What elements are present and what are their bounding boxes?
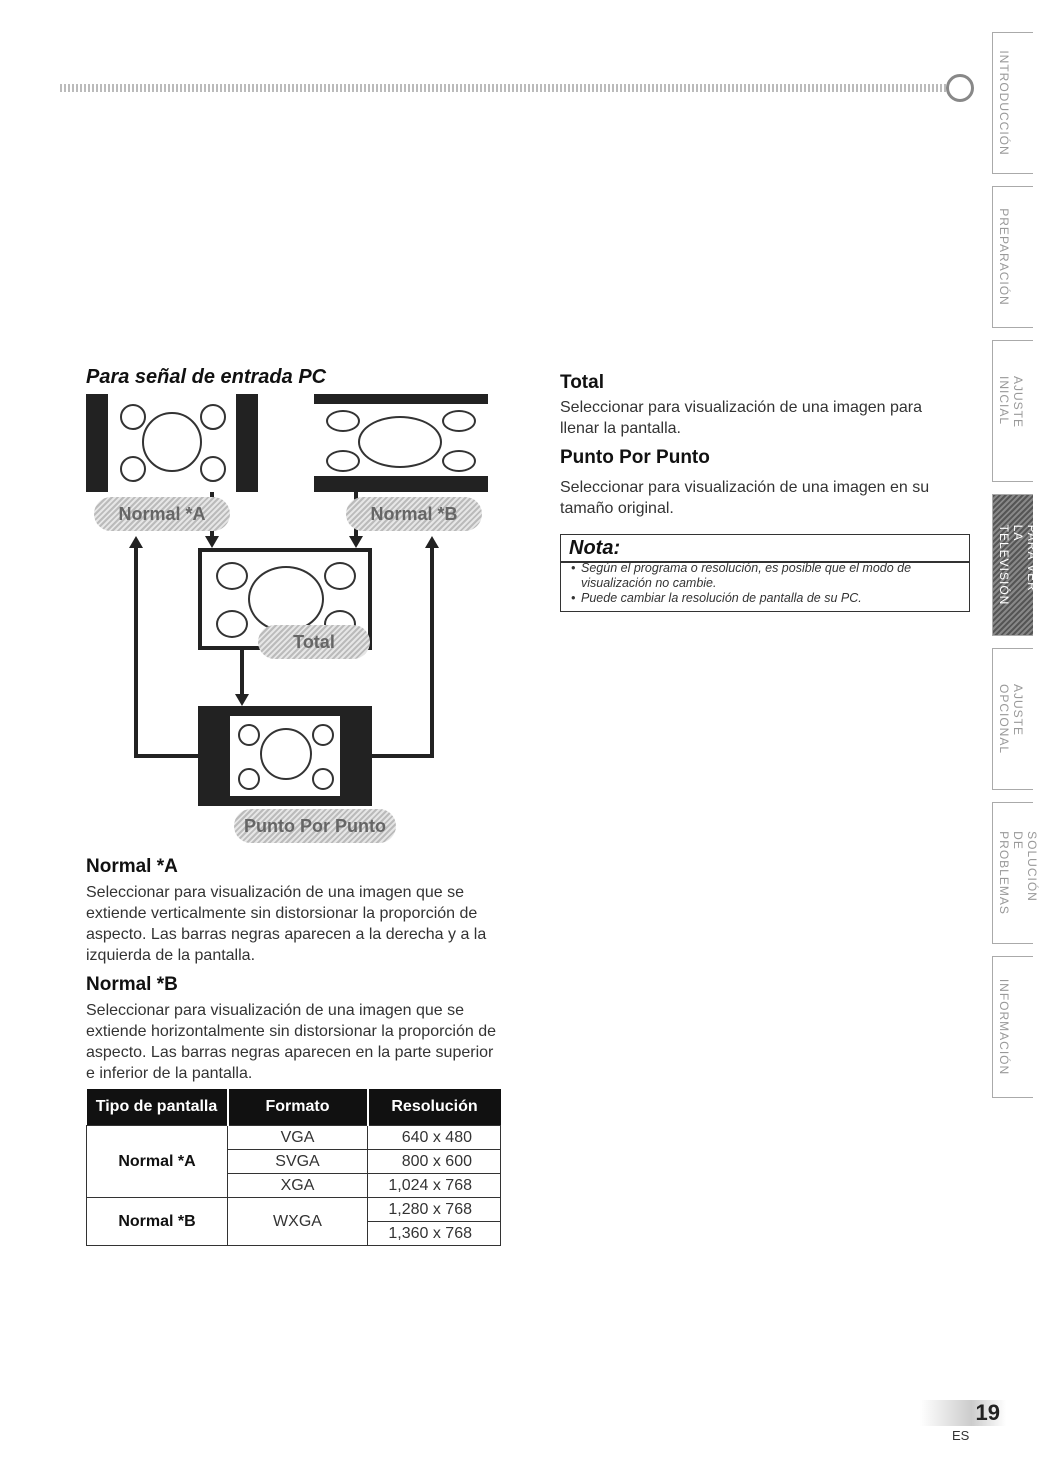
cell-resolution: 1,280 x 768 xyxy=(368,1198,501,1222)
side-tab-ajuste-opcional[interactable]: AJUSTE OPCIONAL xyxy=(992,648,1033,790)
table-row xyxy=(87,1198,501,1222)
cell-resolution: 640 x 480 xyxy=(368,1126,501,1150)
screen-normal-b xyxy=(314,394,488,492)
cell-resolution: 1,360 x 768 xyxy=(368,1222,501,1246)
heading-normal-b: Normal *B xyxy=(86,974,178,995)
table-header-row xyxy=(87,1089,501,1126)
arrow-line xyxy=(240,650,244,694)
text-normal-a: Seleccionar para visualización de una imagen que se extiende verticalmente sin distorsionar la proporción de aspecto. Las barras negras aparecen a la derecha y a la izquierda de la pantalla. xyxy=(86,884,487,964)
col-header-formato: Formato xyxy=(228,1089,368,1126)
screen-normal-a xyxy=(86,394,258,492)
heading-total: Total xyxy=(560,372,604,393)
cell-resolution: 800 x 600 xyxy=(368,1150,501,1174)
text-normal-b: Seleccionar para visualización de una imagen que se extiende horizontalmente sin distorsionar la proporción de aspecto. Las barras negras aparecen en la parte superior e inferior de la pantalla. xyxy=(86,1002,497,1082)
cell-format: VGA xyxy=(228,1126,368,1150)
side-tab-introduccion[interactable]: INTRODUCCIÓN xyxy=(992,32,1033,174)
arrow-down-icon xyxy=(205,536,219,548)
cell-format: WXGA xyxy=(228,1198,368,1246)
nota-item: • Puede cambiar la resolución de pantalla de su PC. xyxy=(581,591,969,606)
arrow-up-icon xyxy=(129,536,143,548)
nota-title: Nota: xyxy=(569,537,621,559)
top-rule xyxy=(60,84,958,92)
side-tab-informacion[interactable]: INFORMACIÓN xyxy=(992,956,1033,1098)
side-tab-ajuste-inicial[interactable]: AJUSTE INICIAL xyxy=(992,340,1033,482)
arrow-line xyxy=(372,754,434,758)
text-total: Seleccionar para visualización de una imagen para llenar la pantalla. xyxy=(560,399,922,437)
nota-box xyxy=(560,534,970,612)
page-number: 19 xyxy=(920,1400,1006,1426)
section-title: Para señal de entrada PC xyxy=(86,366,327,388)
label-punto-por-punto: Punto Por Punto xyxy=(234,809,396,843)
table-row xyxy=(87,1126,501,1150)
cell-resolution: 1,024 x 768 xyxy=(368,1174,501,1198)
cell-format: SVGA xyxy=(228,1150,368,1174)
screen-punto-por-punto xyxy=(198,706,372,806)
label-normal-a: Normal *A xyxy=(94,497,230,531)
heading-punto-por-punto: Punto Por Punto xyxy=(560,447,710,468)
side-tab-preparacion[interactable]: PREPARACIÓN xyxy=(992,186,1033,328)
label-total: Total xyxy=(258,625,370,659)
arrow-down-icon xyxy=(235,694,249,706)
nota-list xyxy=(569,561,969,606)
side-tab-solucion-de-problemas[interactable]: SOLUCIÓN DE PROBLEMAS xyxy=(992,802,1033,944)
cell-type-normal-a: Normal *A xyxy=(87,1126,228,1198)
cell-format: XGA xyxy=(228,1174,368,1198)
arrow-down-icon xyxy=(349,536,363,548)
nota-item: • Según el programa o resolución, es posible que el modo de visualización no cambie. xyxy=(581,561,969,591)
top-rule-knob xyxy=(946,74,974,102)
arrow-up-icon xyxy=(425,536,439,548)
col-header-tipo: Tipo de pantalla xyxy=(87,1089,228,1126)
arrow-line xyxy=(430,548,434,758)
side-tab-para-ver-la-television[interactable]: PARA VER LA TELEVISIÓN xyxy=(992,494,1033,636)
arrow-line xyxy=(134,754,198,758)
language-code: ES xyxy=(952,1428,970,1443)
heading-normal-a: Normal *A xyxy=(86,856,178,877)
col-header-resolucion: Resolución xyxy=(368,1089,501,1126)
cell-type-normal-b: Normal *B xyxy=(87,1198,228,1246)
text-punto-por-punto: Seleccionar para visualización de una imagen en su tamaño original. xyxy=(560,479,930,517)
resolution-table xyxy=(86,1089,501,1246)
arrow-line xyxy=(134,548,138,758)
label-normal-b: Normal *B xyxy=(346,497,482,531)
